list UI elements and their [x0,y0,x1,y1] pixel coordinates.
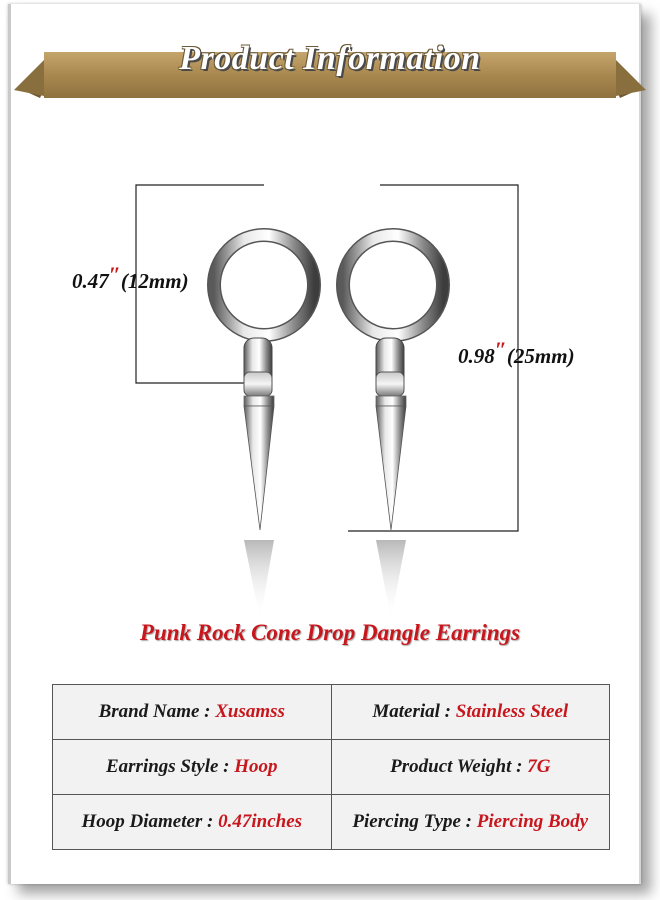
total-length-inches: 0.98 [458,344,495,368]
right-earring [343,235,443,620]
left-earring [214,235,314,620]
total-length-label [458,337,575,369]
spec-style: Earrings Style : Hoop [53,740,332,795]
spec-weight: Product Weight : 7G [331,740,609,795]
total-length-metric: (25mm) [506,344,575,368]
specs-table [52,684,610,850]
inner-diameter-inches: 0.47 [72,269,109,293]
table-row [53,740,610,795]
inner-diameter-label [72,262,189,294]
inner-diameter-metric: (12mm) [120,269,189,293]
spec-hoop-diameter: Hoop Diameter : 0.47inches [53,795,332,850]
spec-piercing-type: Piercing Type : Piercing Body [331,795,609,850]
inch-mark: ″ [494,337,507,362]
spec-material: Material : Stainless Steel [331,685,609,740]
table-row [53,795,610,850]
product-name: Punk Rock Cone Drop Dangle Earrings [139,620,521,645]
banner-title: Product Information [179,40,481,77]
inch-mark: ″ [108,262,121,287]
spec-brand: Brand Name : Xusamss [53,685,332,740]
table-row [53,685,610,740]
